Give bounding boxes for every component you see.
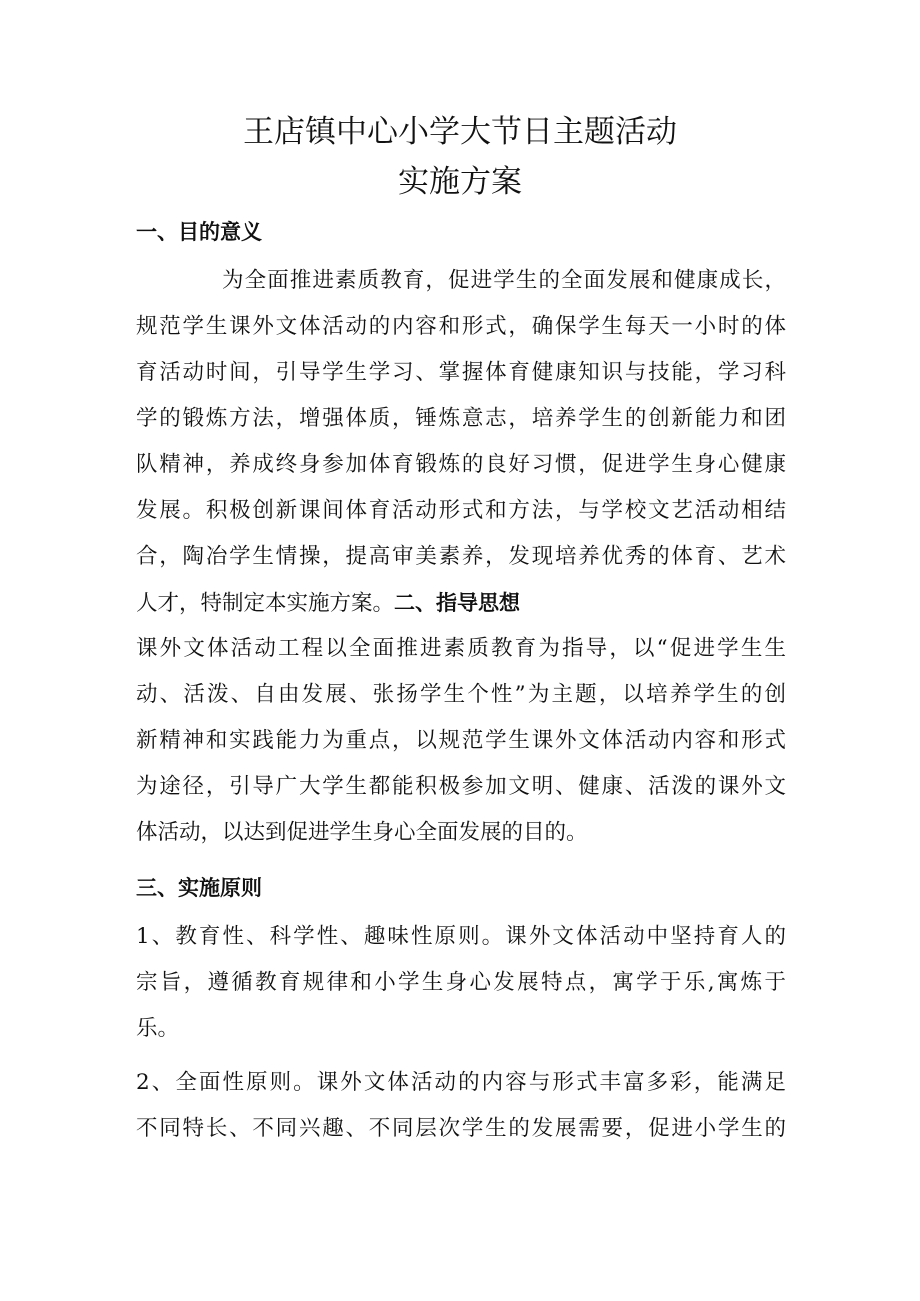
- section1-line: 育活动时间，引导学生学习、掌握体育健康知识与技能，学习科: [136, 360, 786, 385]
- section1-last-text: 人才，特制定本实施方案。: [136, 591, 395, 616]
- section3-heading: 三、实施原则: [136, 876, 262, 900]
- section2-heading: 二、指导思想: [394, 591, 521, 615]
- section3-line: 不同特长、不同兴趣、不同层次学生的发展需要，促进小学生的: [136, 1116, 786, 1141]
- section2-line: 体活动，以达到促进学生身心全面发展的目的。: [136, 820, 588, 845]
- section1-line: 队精神，养成终身参加体育锻炼的良好习惯，促进学生身心健康: [136, 452, 786, 477]
- document-title-line2: 实施方案: [398, 164, 522, 200]
- section3-line: 2、全面性原则。课外文体活动的内容与形式丰富多彩，能满足: [136, 1070, 786, 1095]
- section2-line: 课外文体活动工程以全面推进素质教育为指导，以“促进学生生: [136, 636, 786, 661]
- section1-last-line: [136, 588, 786, 619]
- section2-line: 为途径，引导广大学生都能积极参加文明、健康、活泼的课外文: [136, 774, 786, 799]
- section1-heading: 一、目的意义: [136, 220, 262, 244]
- section1-line: 学的锻炼方法，增强体质，锤炼意志，培养学生的创新能力和团: [136, 406, 786, 431]
- section1-line: 为全面推进素质教育，促进学生的全面发展和健康成长，: [222, 268, 786, 293]
- section2-line: 新精神和实践能力为重点，以规范学生课外文体活动内容和形式: [136, 728, 786, 753]
- section1-line: 合，陶冶学生情操，提高审美素养，发现培养优秀的体育、艺术: [136, 544, 786, 569]
- document-title-line1: 王店镇中心小学大节日主题活动: [243, 114, 677, 150]
- section3-line: 宗旨，遵循教育规律和小学生身心发展特点，寓学于乐,寓炼于: [136, 970, 786, 995]
- section3-line: 1、教育性、科学性、趣味性原则。课外文体活动中坚持育人的: [136, 924, 786, 949]
- section3-line: 乐。: [136, 1016, 180, 1041]
- section1-line: 发展。积极创新课间体育活动形式和方法，与学校文艺活动相结: [136, 498, 786, 523]
- section1-line: 规范学生课外文体活动的内容和形式，确保学生每天一小时的体: [136, 314, 786, 339]
- section2-line: 动、活泼、自由发展、张扬学生个性”为主题，以培养学生的创: [136, 682, 786, 707]
